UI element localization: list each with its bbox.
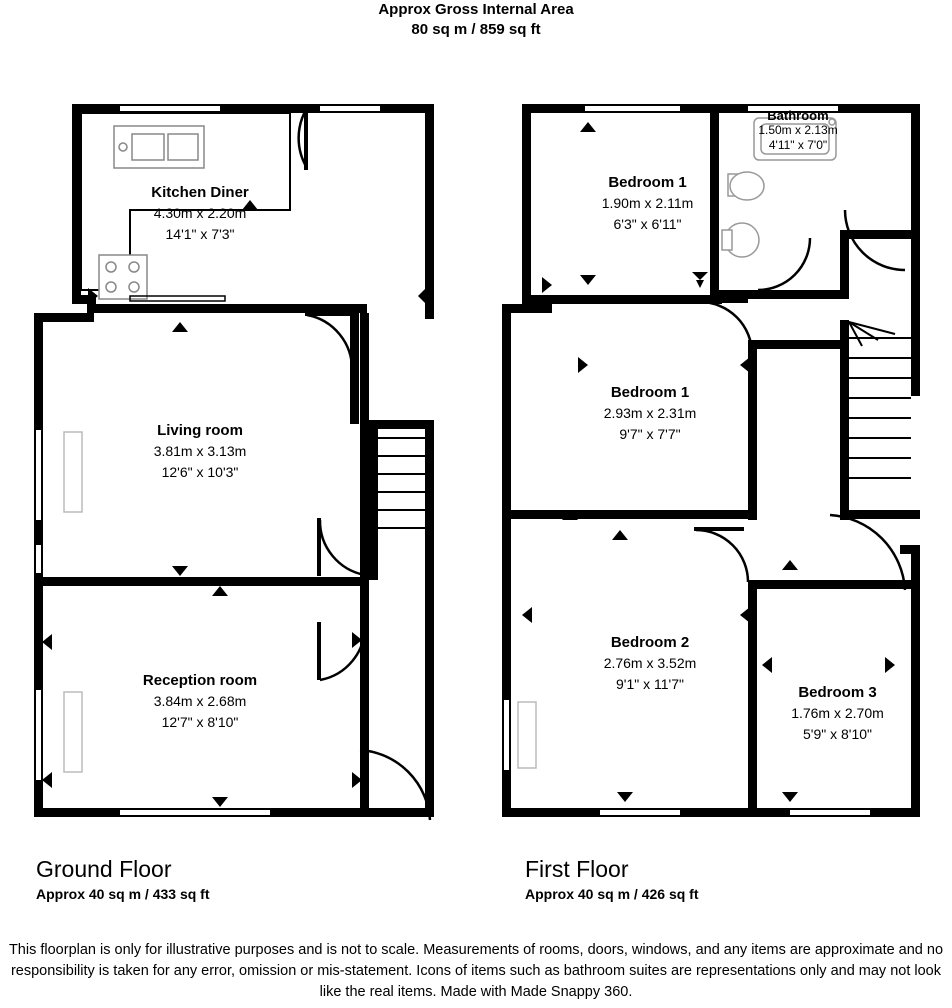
ground-floor-title: Ground Floor xyxy=(36,856,172,882)
gross-area-label: Approx Gross Internal Area xyxy=(378,1,574,18)
gross-area-value: 80 sq m / 859 sq ft xyxy=(411,21,541,38)
room-label-bathroom: Bathroom 1.50m x 2.13m 4'11" x 7'0" xyxy=(758,108,838,152)
room-label-living-room: Living room 3.81m x 3.13m 12'6" x 10'3" xyxy=(153,422,247,480)
ground-floor-caption xyxy=(36,855,210,905)
room-label-bedroom-3: Bedroom 3 1.76m x 2.70m 5'9" x 8'10" xyxy=(791,684,884,742)
ground-floor-area: Approx 40 sq m / 433 sq ft xyxy=(36,886,210,902)
room-label-bedroom-1-large: Bedroom 1 2.93m x 2.31m 9'7" x 7'7" xyxy=(603,384,697,442)
first-floor-plan xyxy=(500,90,940,830)
page-title xyxy=(0,0,952,40)
hob-icon xyxy=(99,255,147,299)
room-label-kitchen-diner: Kitchen Diner 4.30m x 2.20m 14'1" x 7'3" xyxy=(151,184,249,242)
room-label-bedroom-2: Bedroom 2 2.76m x 3.52m 9'1" x 11'7" xyxy=(603,634,697,692)
room-label-bedroom-1-small: Bedroom 1 1.90m x 2.11m 6'3" x 6'11" xyxy=(601,174,694,232)
room-label-reception-room: Reception room 3.84m x 2.68m 12'7" x 8'10" xyxy=(142,672,258,730)
first-floor-title: First Floor xyxy=(525,856,629,882)
first-floor-caption xyxy=(525,855,699,905)
first-floor-area: Approx 40 sq m / 426 sq ft xyxy=(525,886,699,902)
floorplan-stage xyxy=(0,90,952,830)
ground-floor-plan xyxy=(20,90,460,830)
disclaimer-text: This floorplan is only for illustrative purposes and is not to scale. Measurements of rooms, doors, windows, and any items are approximate and no responsibility is taken for any error, omission or mis-statement. Icons of items such as bathroom suites are representations only and may not look like the real items. Made with Made Snappy 360. xyxy=(8,942,944,1000)
sink-icon xyxy=(114,126,204,168)
